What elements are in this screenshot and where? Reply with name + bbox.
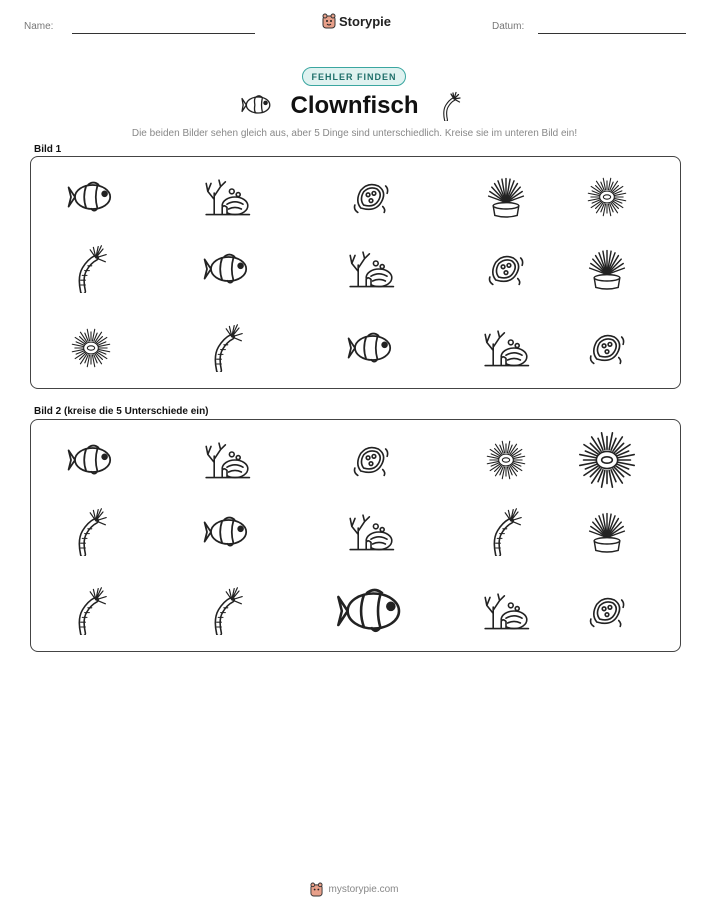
picture1-clownfish-icon	[203, 251, 251, 287]
picture2-coral-icon[interactable]	[347, 510, 395, 554]
title-tube-worm-icon	[437, 91, 465, 126]
picture1-coral-icon	[203, 175, 251, 219]
picture2-sea-urchin-icon[interactable]	[484, 438, 528, 482]
brand-logo	[322, 13, 391, 29]
name-label: Name:	[24, 21, 54, 32]
picture2-sea-urchin-large-icon[interactable]	[575, 428, 639, 492]
picture2-tube-worm-icon[interactable]	[73, 587, 109, 635]
picture1-panel	[30, 156, 681, 389]
picture2-clownfish-icon[interactable]	[203, 514, 251, 550]
instruction-text: Die beiden Bilder sehen gleich aus, aber 5 Dinge sind unterschiedlich. Kreise sie im unteren Bild ein!	[131, 128, 578, 139]
picture1-sea-urchin-icon	[585, 175, 629, 219]
picture1-sea-sponge-icon	[484, 248, 528, 290]
picture1-sea-sponge-icon	[585, 327, 629, 369]
footer-site: mystorypie.com	[328, 884, 399, 895]
picture2-tube-worm-icon[interactable]	[73, 508, 109, 556]
brand-name: Storypie	[339, 13, 392, 29]
picture1-coral-icon	[482, 326, 530, 370]
picture2-tube-worm-icon[interactable]	[488, 508, 524, 556]
date-label: Datum:	[492, 21, 525, 32]
storypie-mascot-icon	[322, 13, 336, 29]
picture2-sea-anemone-icon[interactable]	[583, 509, 631, 555]
picture2-clownfish-large-icon[interactable]	[336, 584, 406, 638]
picture1-clownfish-icon	[347, 330, 395, 366]
picture1-sea-sponge-icon	[349, 176, 393, 218]
picture2-label: Bild 2 (kreise die 5 Unterschiede ein)	[34, 406, 209, 417]
picture2-tube-worm-icon[interactable]	[209, 587, 245, 635]
picture2-sea-sponge-icon[interactable]	[585, 590, 629, 632]
page-title: Clownfisch	[290, 92, 419, 119]
picture2-coral-icon[interactable]	[482, 589, 530, 633]
storypie-mascot-icon	[310, 882, 323, 897]
picture1-tube-worm-icon	[73, 245, 109, 293]
picture2-clownfish-icon[interactable]	[67, 442, 115, 478]
picture1-clownfish-icon	[67, 179, 115, 215]
picture2-sea-sponge-icon[interactable]	[349, 439, 393, 481]
picture1-coral-icon	[347, 247, 395, 291]
picture1-sea-anemone-icon	[482, 174, 530, 220]
date-line[interactable]	[538, 33, 686, 34]
picture1-sea-anemone-icon	[583, 246, 631, 292]
activity-badge: FEHLER FINDEN	[302, 67, 406, 86]
picture2-panel[interactable]	[30, 419, 681, 652]
name-line[interactable]	[72, 33, 255, 34]
picture1-tube-worm-icon	[209, 324, 245, 372]
picture1-label: Bild 1	[34, 144, 62, 155]
picture1-sea-urchin-icon	[69, 326, 113, 370]
footer	[0, 882, 709, 897]
picture2-coral-icon[interactable]	[203, 438, 251, 482]
